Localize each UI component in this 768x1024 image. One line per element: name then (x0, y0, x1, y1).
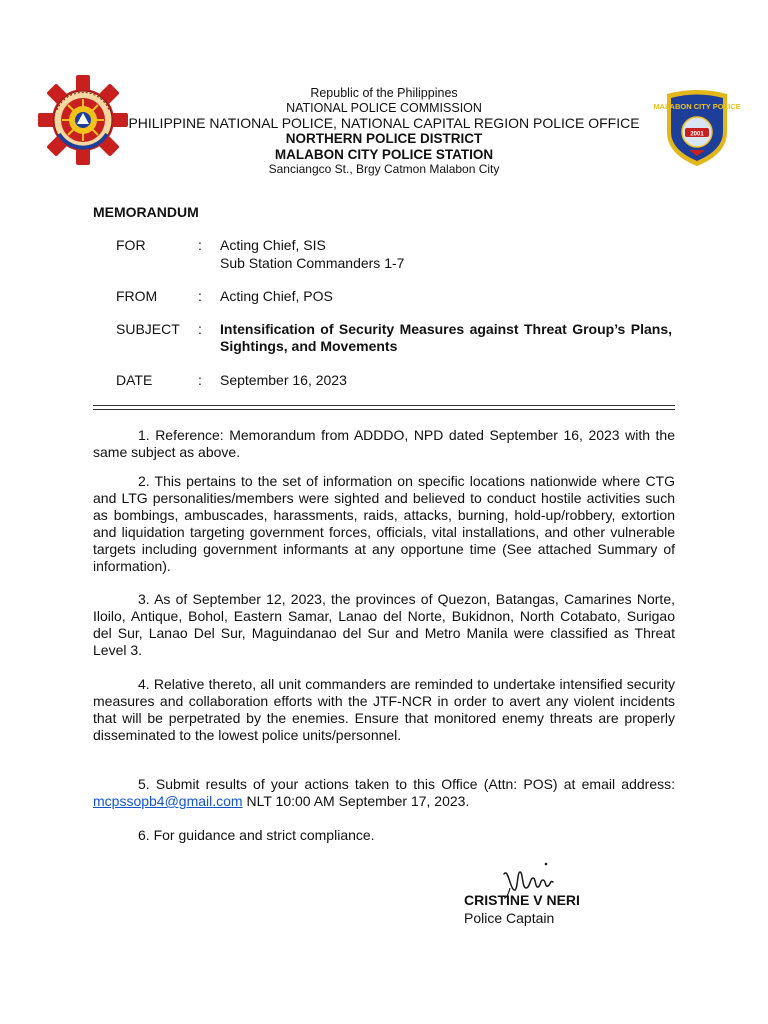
header-line-1: Republic of the Philippines (310, 86, 458, 100)
subject-label: SUBJECT (116, 321, 180, 337)
date-value: September 16, 2023 (220, 372, 347, 388)
header-divider-bottom (93, 409, 675, 410)
subject-value: Intensification of Security Measures against Threat Group’s Plans, Sightings, and Movements (220, 321, 672, 354)
paragraph-6: 6. For guidance and strict compliance. (138, 827, 375, 843)
for-value-1: Acting Chief, SIS (220, 237, 326, 253)
header-line-5: MALABON CITY POLICE STATION (274, 146, 494, 162)
memo-title: MEMORANDUM (93, 204, 199, 220)
paragraph-2: 2. This pertains to the set of information on specific locations nationwide where CTG and LTG personalities/members were sighted and believed to conduct hostile activities such as bombings, ambuscades, harassments, raids, attacks, burning, hold-up/robbery, extortion and liquidation targeting government forces, officials, vital installations, and other vulnerable targets including government informants at any opportune time (See attached Summary of information). (93, 473, 675, 574)
paragraph-1: 1. Reference: Memorandum from ADDDO, NPD dated September 16, 2023 with the same subject as above. (93, 427, 675, 460)
signatory-title: Police Captain (464, 910, 555, 926)
paragraph-3: 3. As of September 12, 2023, the provinces of Quezon, Batangas, Camarines Norte, Iloilo, Antique, Bohol, Eastern Samar, Lanao del Norte, Bukidnon, North Cotabato, Surigao del Sur, Lanao Del Sur, Maguindanao del Sur and Metro Manila were classified as Threat Level 3. (93, 591, 675, 658)
for-value-2: Sub Station Commanders 1-7 (220, 255, 405, 271)
header-line-2: NATIONAL POLICE COMMISSION (286, 101, 482, 115)
header-line-4: NORTHERN POLICE DISTRICT (285, 131, 483, 146)
paragraph-5 (93, 776, 675, 810)
date-label: DATE (116, 372, 153, 388)
from-value: Acting Chief, POS (220, 288, 333, 304)
from-label: FROM (116, 288, 158, 304)
subject-colon: : (198, 321, 202, 337)
svg-text:2001: 2001 (690, 131, 704, 138)
for-colon: : (198, 237, 202, 253)
header-divider-top (93, 405, 675, 406)
header-line-3: PHILIPPINE NATIONAL POLICE, NATIONAL CAPITAL REGION POLICE OFFICE (128, 115, 640, 131)
from-colon: : (198, 288, 202, 304)
svg-text:MALABON CITY POLICE: MALABON CITY POLICE (653, 102, 741, 111)
paragraph-5-tail: NLT 10:00 AM September 17, 2023. (242, 793, 470, 809)
paragraph-5-text: 5. Submit results of your actions taken to this Office (Attn: POS) at email address: (138, 776, 675, 792)
for-label: FOR (116, 237, 146, 253)
date-colon: : (198, 372, 202, 388)
email-link[interactable]: mcpssopb4@gmail.com (93, 793, 243, 809)
letterhead (0, 86, 768, 177)
signatory-name: CRISTINE V NERI (464, 892, 580, 908)
paragraph-4: 4. Relative thereto, all unit commanders are reminded to undertake intensified security measures and collaboration efforts with the JTF-NCR in order to avert any violent incidents that will be perpetrated by the enemies. Ensure that monitored enemy threats are properly disseminated to the lowest police units/personnel. (93, 676, 675, 743)
header-line-6: Sanciangco St., Brgy Catmon Malabon City (268, 162, 500, 176)
